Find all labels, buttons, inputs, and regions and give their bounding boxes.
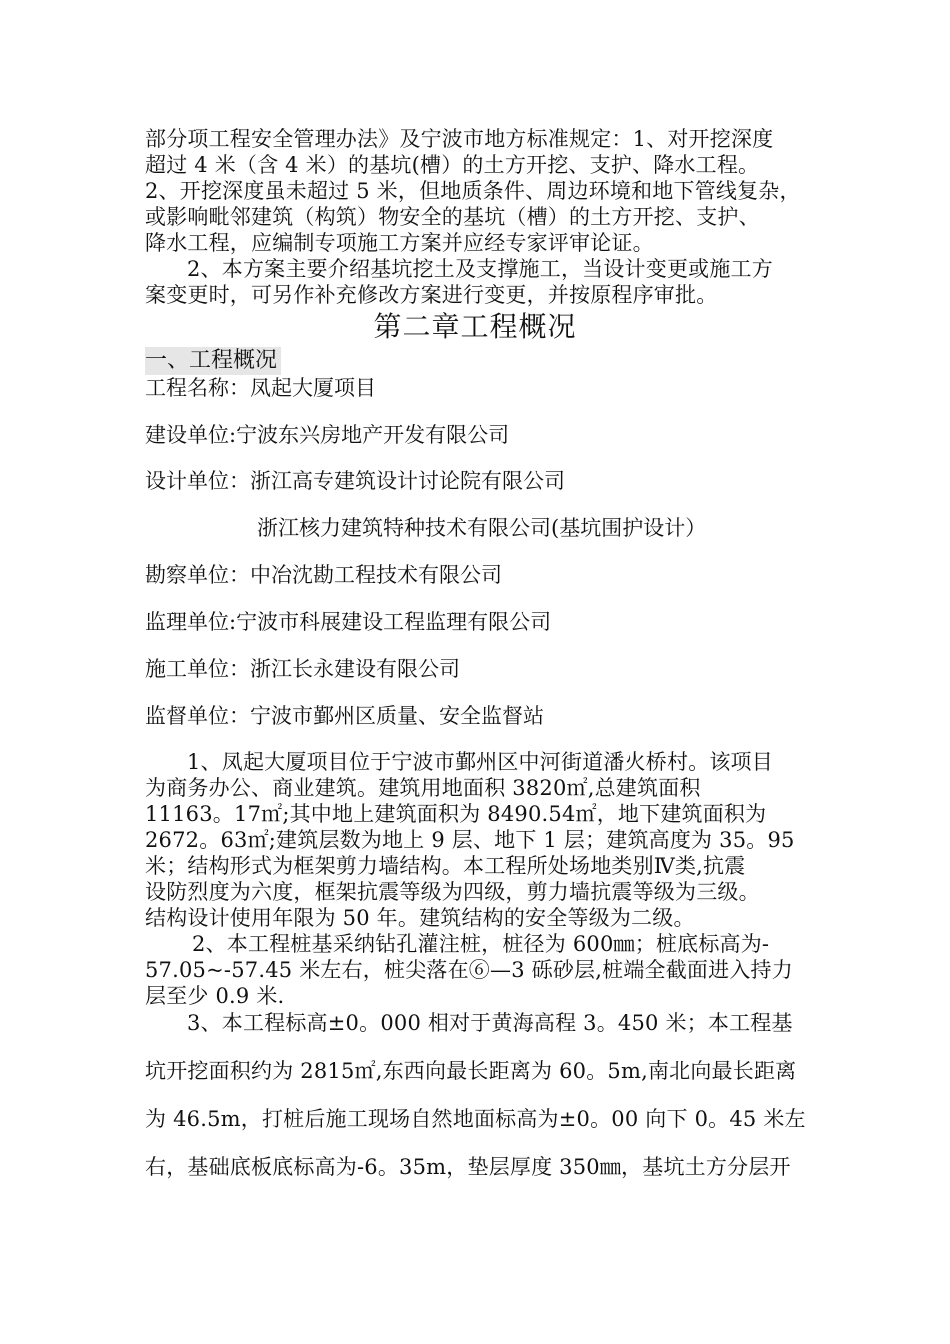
info-label: 设计单位： [145, 469, 250, 493]
paragraph-line: 结构设计使用年限为 50 年。建筑结构的安全等级为二级。 [145, 906, 695, 930]
info-row-survey [145, 562, 502, 588]
info-label: 工程名称： [145, 376, 250, 400]
info-label: 建设单位: [145, 423, 237, 447]
paragraph-line: 2672。63㎡;建筑层数为地上 9 层、地下 1 层；建筑高度为 35。95 [145, 828, 795, 852]
paragraph-line: 坑开挖面积约为 2815㎡,东西向最长距离为 60。5m,南北向最长距离 [145, 1059, 797, 1083]
info-row-developer [145, 422, 509, 448]
paragraph-line: 为 46.5m，打桩后施工现场自然地面标高为±0。00 向下 0。45 米左 [145, 1107, 806, 1131]
intro-line: 2、开挖深度虽未超过 5 米，但地质条件、周边环境和地下管线复杂， [145, 179, 801, 203]
paragraph-line: 右，基础底板底标高为-6。35m，垫层厚度 350㎜，基坑土方分层开 [145, 1155, 791, 1179]
info-row-designer [145, 468, 565, 494]
paragraph-line: 米；结构形式为框架剪力墙结构。本工程所处场地类别Ⅳ类,抗震 [145, 854, 746, 878]
info-row-oversight [145, 703, 544, 729]
chapter-title: 第二章工程概况 [373, 310, 577, 343]
section-heading: 一、工程概况 [145, 347, 281, 375]
paragraph-line: 2、本工程桩基采纳钻孔灌注桩，桩径为 600㎜；桩底标高为- [192, 932, 770, 956]
paragraph-line: 57.05~-57.45 米左右，桩尖落在⑥—3 砾砂层,桩端全截面进入持力 [145, 958, 793, 982]
info-value: 浙江长永建设有限公司 [250, 657, 460, 681]
intro-line: 或影响毗邻建筑（构筑）物安全的基坑（槽）的土方开挖、支护、 [145, 205, 760, 229]
intro-line: 部分项工程安全管理办法》及宁波市地方标准规定：1、对开挖深度 [145, 127, 774, 151]
paragraph-line: 11163。17㎡;其中地上建筑面积为 8490.54㎡，地下建筑面积为 [145, 802, 767, 826]
info-value: 宁波市科展建设工程监理有限公司 [236, 610, 552, 634]
paragraph-line: 为商务办公、商业建筑。建筑用地面积 3820㎡,总建筑面积 [145, 776, 701, 800]
info-value: 凤起大厦项目 [250, 376, 376, 400]
info-row-designer-2 [257, 515, 706, 541]
paragraph-line: 层至少 0.9 米. [145, 984, 285, 1008]
info-label: 勘察单位： [145, 563, 250, 587]
intro-line: 超过 4 米（含 4 米）的基坑(槽）的土方开挖、支护、降水工程。 [145, 153, 760, 177]
intro-line: 案变更时，可另作补充修改方案进行变更，并按原程序审批。 [145, 283, 718, 307]
info-label: 监督单位： [145, 704, 250, 728]
info-row-supervision [145, 609, 551, 635]
info-row-contractor [145, 656, 460, 682]
paragraph-line: 1、凤起大厦项目位于宁波市鄞州区中河街道潘火桥村。该项目 [187, 750, 773, 774]
info-value: 宁波市鄞州区质量、安全监督站 [250, 704, 544, 728]
info-value: 中冶沈勘工程技术有限公司 [250, 563, 502, 587]
info-label: 监理单位: [145, 610, 237, 634]
intro-line: 降水工程，应编制专项施工方案并应经专家评审论证。 [145, 231, 654, 255]
paragraph-line: 3、本工程标高±0。000 相对于黄海高程 3。450 米；本工程基 [187, 1011, 793, 1035]
info-label: 施工单位： [145, 657, 250, 681]
intro-line: 2、本方案主要介绍基坑挖土及支撑施工，当设计变更或施工方 [187, 257, 773, 281]
info-value: 浙江核力建筑特种技术有限公司(基坑围护设计） [257, 516, 707, 540]
paragraph-line: 设防烈度为六度，框架抗震等级为四级，剪力墙抗震等级为三级。 [145, 880, 760, 904]
info-value: 宁波东兴房地产开发有限公司 [236, 423, 510, 447]
info-row-project-name [145, 375, 376, 401]
info-value: 浙江高专建筑设计讨论院有限公司 [250, 469, 565, 493]
